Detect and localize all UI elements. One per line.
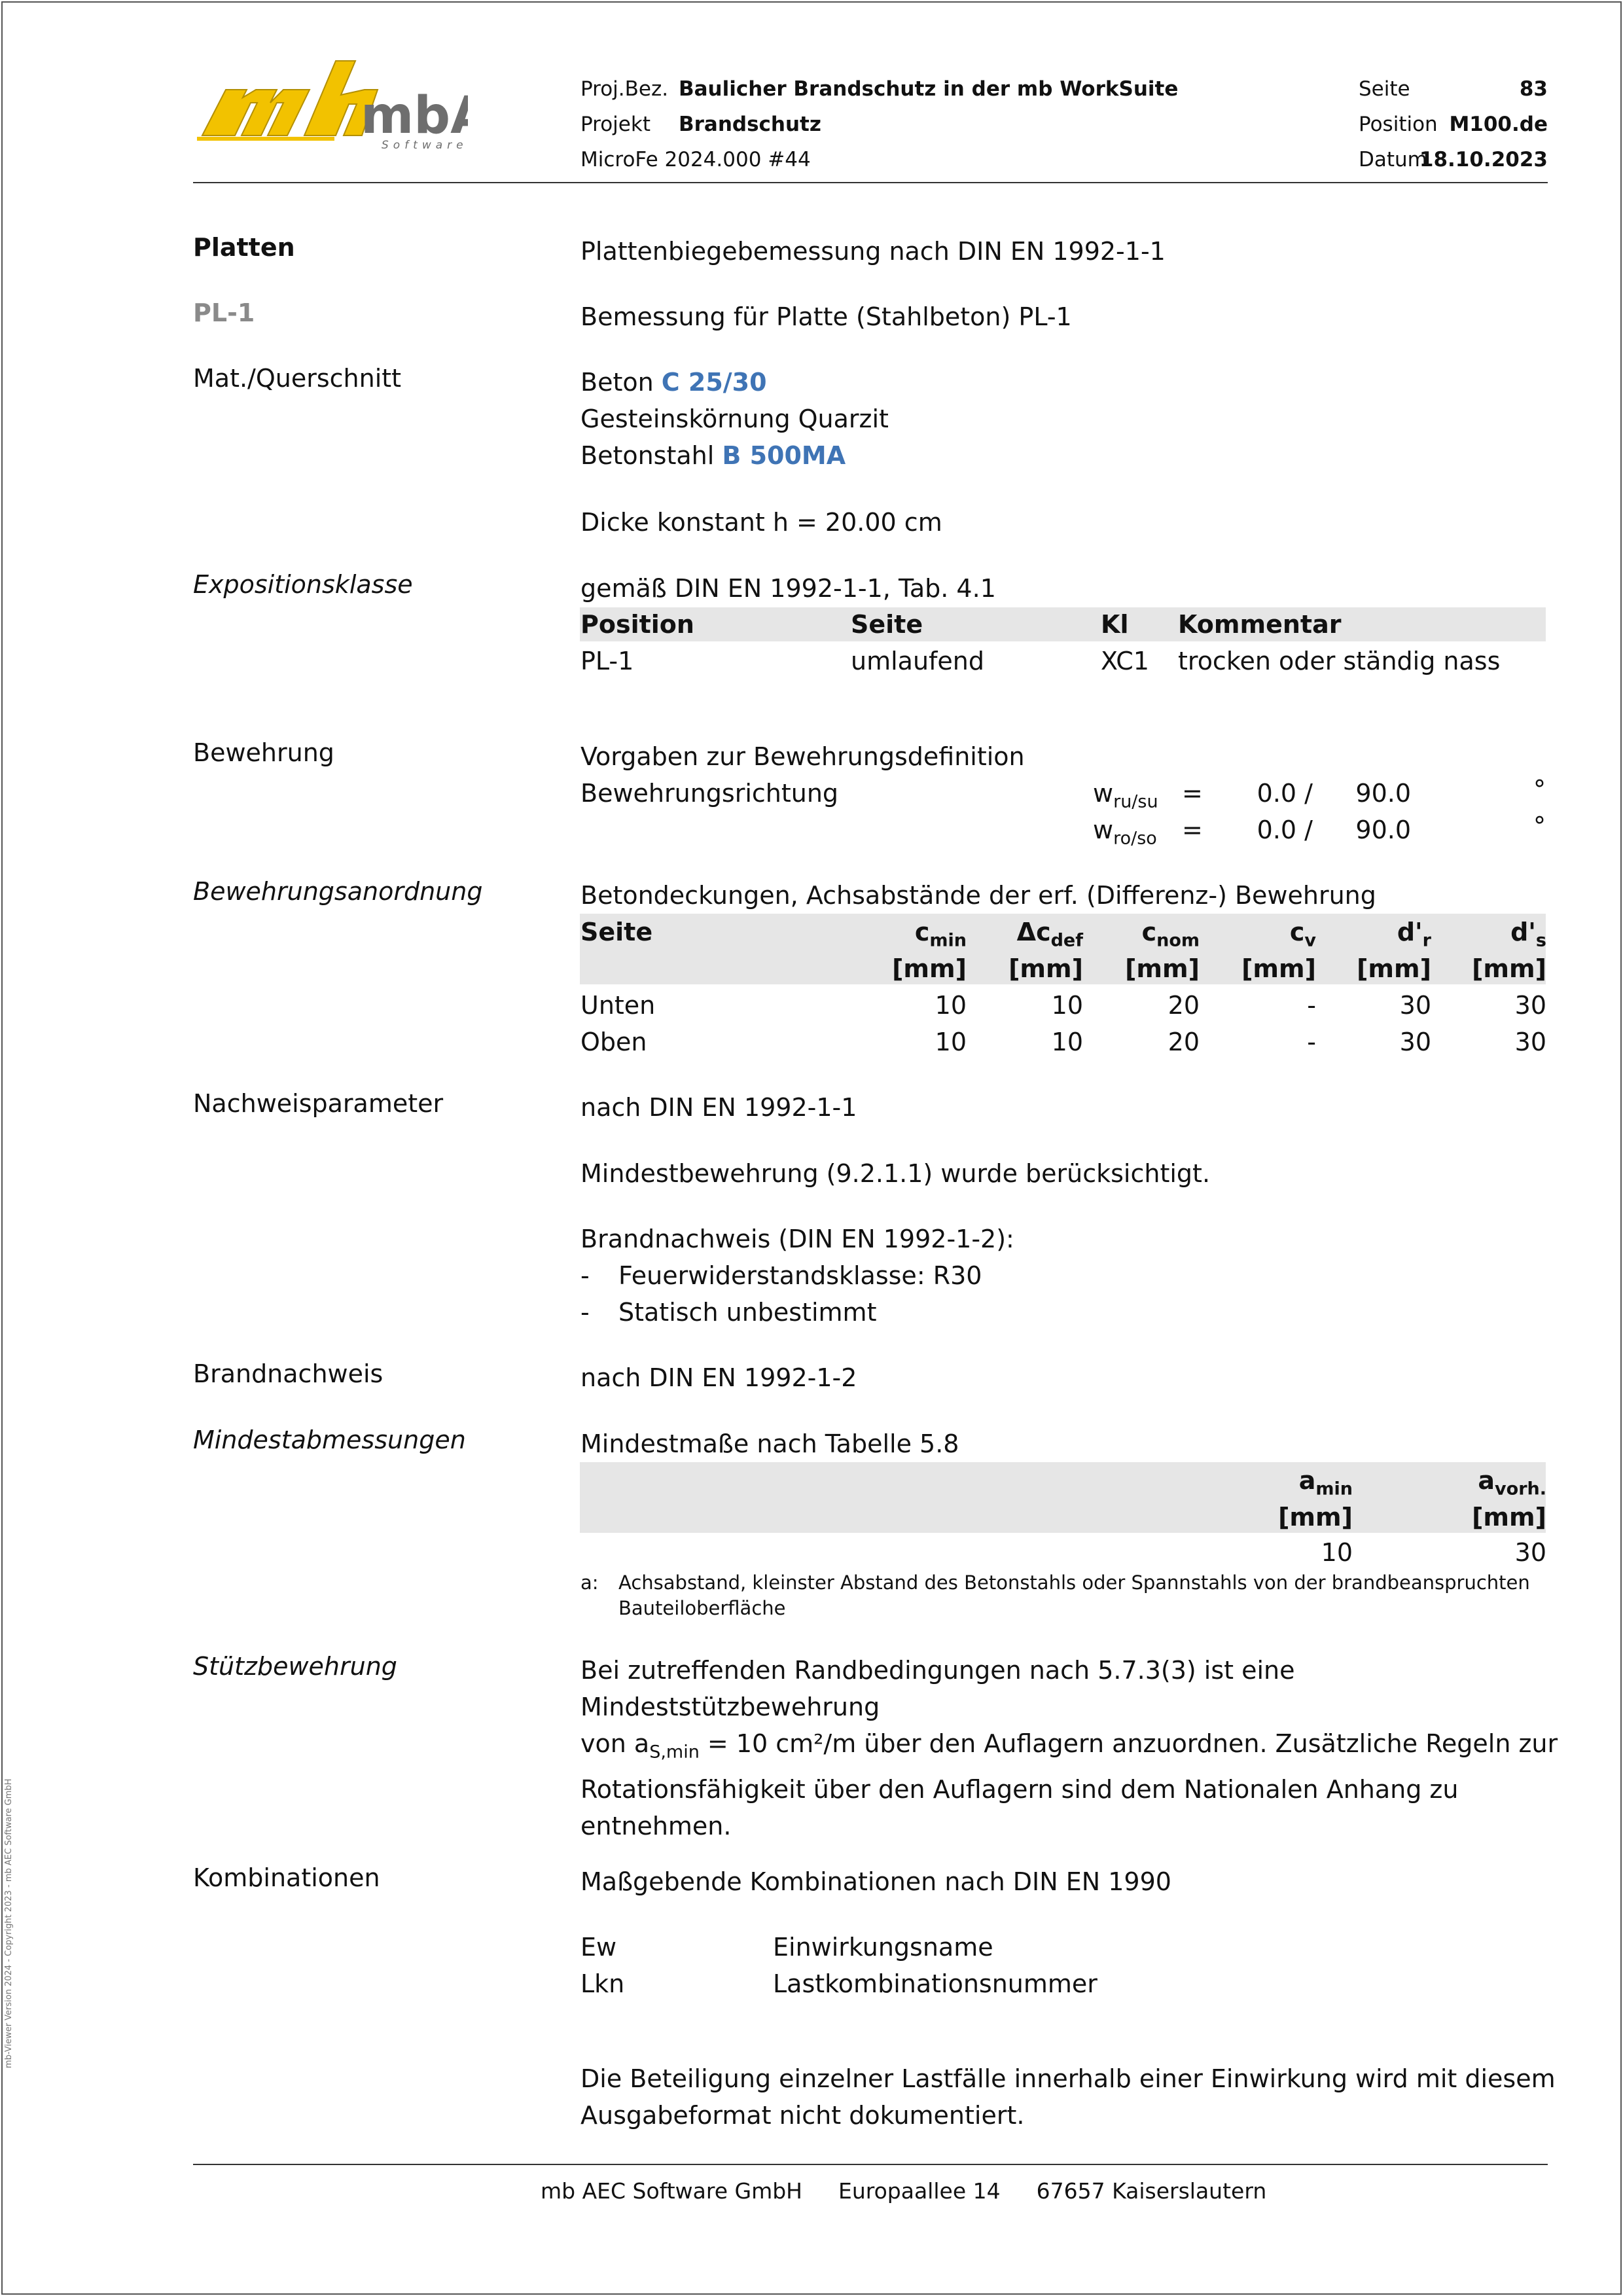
- unit-cnom: [mm]: [1125, 954, 1200, 983]
- projbez-label: Proj.Bez.: [580, 77, 669, 101]
- mindest-table-header: [580, 1462, 1546, 1533]
- row-oben-cnom: 20: [1168, 1028, 1200, 1056]
- row-oben-dcdef: 10: [1051, 1028, 1083, 1056]
- platten-text: Plattenbiegebemessung nach DIN EN 1992-1-1: [580, 237, 1166, 266]
- unit-avorh: [mm]: [1472, 1503, 1546, 1532]
- beton-class: C 25/30: [661, 368, 767, 397]
- projbez-value: Baulicher Brandschutz in der mb WorkSuite: [679, 77, 1179, 101]
- w-ro-so-value-b: 90.0: [1355, 816, 1411, 844]
- row-unten-dr: 30: [1399, 991, 1431, 1020]
- header-dr: $d'_r$: [1397, 918, 1431, 951]
- svg-text:Software: Software: [382, 139, 468, 152]
- value-amin: 10: [1321, 1538, 1353, 1567]
- stahl-prefix: Betonstahl: [580, 441, 722, 470]
- footnote-key: a:: [580, 1571, 599, 1594]
- unit-dr: [mm]: [1357, 954, 1431, 983]
- projekt-value: Brandschutz: [679, 113, 821, 136]
- section-label-mindest: Mindestabmessungen: [193, 1426, 466, 1454]
- header-cv: $c_v$: [1289, 918, 1316, 951]
- kombi-text: Maßgebende Kombinationen nach DIN EN 1990: [580, 1867, 1171, 1896]
- logo-graphic: [193, 56, 468, 154]
- w-ru-su-eq: =: [1182, 779, 1203, 808]
- expo-cell-seite: umlaufend: [851, 647, 984, 675]
- header-cmin: $c_{min}$: [914, 918, 967, 951]
- kombi-note: [580, 2060, 1556, 2134]
- brandnachweis-text: nach DIN EN 1992-1-2: [580, 1363, 857, 1392]
- datum-label: Datum: [1359, 148, 1427, 171]
- expo-cell-kl: XC1: [1101, 647, 1149, 675]
- row-oben-dr: 30: [1399, 1028, 1431, 1056]
- row-unten-dcdef: 10: [1051, 991, 1083, 1020]
- nachweis-line2: Mindestbewehrung (9.2.1.1) wurde berücksichtigt.: [580, 1159, 1211, 1188]
- bewehrung-line2: Bewehrungsrichtung: [580, 779, 839, 808]
- expo-header-kl: Kl: [1101, 610, 1129, 639]
- row-oben-seite: Oben: [580, 1028, 647, 1056]
- w-ru-su-value-b: 90.0: [1355, 779, 1411, 808]
- dicke: Dicke konstant h = 20.00 cm: [580, 508, 942, 537]
- position-value: M100.de: [1449, 113, 1548, 136]
- unit-delta-cdef: [mm]: [1008, 954, 1083, 983]
- seite-label: Seite: [1359, 77, 1410, 101]
- row-unten-cnom: 20: [1168, 991, 1200, 1020]
- mindest-text: Mindestmaße nach Tabelle 5.8: [580, 1429, 959, 1458]
- section-label-bewehrung: Bewehrung: [193, 738, 334, 767]
- footer-company: mb AEC Software GmbH: [541, 2178, 802, 2204]
- row-unten-ds: 30: [1514, 991, 1546, 1020]
- header-delta-cdef: $\Delta c_{def}$: [1016, 918, 1083, 951]
- footnote-line2: Bauteiloberfläche: [618, 1597, 786, 1619]
- kombi-ew-desc: Einwirkungsname: [773, 1933, 993, 1962]
- stuetz-line4: Rotationsfähigkeit über den Auflagern sind dem Nationalen Anhang zu: [580, 1774, 1459, 1804]
- kombi-note-line2: Ausgabeformat nicht dokumentiert.: [580, 2101, 1025, 2130]
- footnote-line1: Achsabstand, kleinster Abstand des Betonstahls oder Spannstahls von der brandbeanspruchten: [618, 1571, 1530, 1594]
- w-ro-so-value-a: 0.0 /: [1257, 816, 1313, 844]
- stuetz-line5: entnehmen.: [580, 1811, 732, 1840]
- exposition-table-header: [580, 607, 1546, 641]
- stahl-class: B 500MA: [722, 441, 846, 470]
- nachweis-bullet-2: - Statisch unbestimmt: [580, 1298, 877, 1327]
- w-ro-so-unit: °: [1533, 812, 1546, 840]
- projekt-label: Projekt: [580, 113, 651, 136]
- header-ds: $d'_s$: [1510, 918, 1546, 951]
- unit-ds: [mm]: [1472, 954, 1546, 983]
- nachweis-bullet-1: - Feuerwiderstandsklasse: R30: [580, 1261, 982, 1290]
- header-avorh: $a_{vorh.}$: [1478, 1466, 1546, 1499]
- w-ru-su-symbol: $w_{ru/su}$: [1093, 779, 1158, 812]
- row-oben-ds: 30: [1514, 1028, 1546, 1056]
- anordnung-header-seite: Seite: [580, 918, 653, 946]
- position-label: Position: [1359, 113, 1438, 136]
- logo-text: mb: [361, 86, 451, 145]
- unit-amin: [mm]: [1278, 1503, 1353, 1532]
- mb-aec-logo: [193, 56, 468, 154]
- footer-city: 67657 Kaiserslautern: [1036, 2178, 1267, 2204]
- bewehrung-line1: Vorgaben zur Bewehrungsdefinition: [580, 742, 1025, 771]
- bewehrung-text: [580, 738, 1025, 812]
- stuetz-line1: Bei zutreffenden Randbedingungen nach 5.7.3(3) ist eine: [580, 1656, 1295, 1685]
- exposition-text: gemäß DIN EN 1992-1-1, Tab. 4.1: [580, 574, 996, 603]
- w-ru-su-value-a: 0.0 /: [1257, 779, 1313, 808]
- section-label-platten: Platten: [193, 233, 295, 262]
- kombi-lkn: Lkn: [580, 1969, 625, 1998]
- footer: [541, 2178, 1266, 2204]
- unit-cmin: [mm]: [892, 954, 967, 983]
- kombi-lkn-desc: Lastkombinationsnummer: [773, 1969, 1097, 1998]
- row-unten-cmin: 10: [935, 991, 967, 1020]
- expo-cell-kommentar: trocken oder ständig nass: [1178, 647, 1501, 675]
- stuetz-line2: Mindeststützbewehrung: [580, 1693, 880, 1721]
- row-oben-cv: -: [1307, 1028, 1316, 1056]
- row-oben-cmin: 10: [935, 1028, 967, 1056]
- copyright-sidebar: mb-Viewer Version 2024 - Copyright 2023 - mb AEC Software GmbH: [4, 1778, 14, 2068]
- nachweis-line1: nach DIN EN 1992-1-1: [580, 1093, 857, 1122]
- stuetz-text: [580, 1652, 1558, 1844]
- section-label-stuetz: Stützbewehrung: [193, 1652, 397, 1681]
- section-label-nachweis: Nachweisparameter: [193, 1089, 444, 1118]
- row-unten-seite: Unten: [580, 991, 656, 1020]
- header-meta-values: [1407, 71, 1548, 177]
- unit-cv: [mm]: [1241, 954, 1316, 983]
- datum-value: 18.10.2023: [1419, 148, 1548, 171]
- anordnung-text: Betondeckungen, Achsabstände der erf. (Differenz-) Bewehrung: [580, 881, 1376, 910]
- stuetz-line3: von $a_{S,min} = 10$ cm²/m über den Auflagern anzuordnen. Zusätzliche Regeln zur: [580, 1729, 1558, 1763]
- section-label-material: Mat./Querschnitt: [193, 364, 402, 393]
- footer-street: Europaallee 14: [838, 2178, 1001, 2204]
- expo-cell-position: PL-1: [580, 647, 634, 675]
- value-avorh: 30: [1514, 1538, 1546, 1567]
- material-block: [580, 364, 942, 541]
- gesteinskoernung: Gesteinskörnung Quarzit: [580, 404, 889, 433]
- header-cnom: $c_{nom}$: [1141, 918, 1200, 951]
- seite-value: 83: [1519, 77, 1548, 101]
- nachweis-line3: Brandnachweis (DIN EN 1992-1-2):: [580, 1225, 1014, 1253]
- kombi-note-line1: Die Beteiligung einzelner Lastfälle innerhalb einer Einwirkung wird mit diesem: [580, 2064, 1556, 2093]
- expo-header-kommentar: Kommentar: [1178, 610, 1342, 639]
- beton-prefix: Beton: [580, 368, 662, 397]
- header-values: [679, 71, 1178, 142]
- header-amin: $a_{min}$: [1298, 1466, 1353, 1499]
- section-label-pl1: PL-1: [193, 298, 255, 327]
- w-ro-so-symbol: $w_{ro/so}$: [1093, 816, 1157, 849]
- kombi-ew: Ew: [580, 1933, 617, 1962]
- section-label-anordnung: Bewehrungsanordnung: [193, 877, 483, 906]
- row-unten-cv: -: [1307, 991, 1316, 1020]
- w-ru-su-unit: °: [1533, 775, 1546, 804]
- section-label-kombi: Kombinationen: [193, 1863, 380, 1892]
- section-label-exposition: Expositionsklasse: [193, 570, 413, 599]
- microfe-version: MicroFe 2024.000 #44: [580, 148, 811, 171]
- header-rule: [193, 182, 1548, 183]
- w-ro-so-eq: =: [1182, 816, 1203, 844]
- section-label-brandnachweis: Brandnachweis: [193, 1359, 383, 1388]
- pl1-text: Bemessung für Platte (Stahlbeton) PL-1: [580, 302, 1072, 331]
- footer-rule: [193, 2164, 1548, 2165]
- expo-header-seite: Seite: [851, 610, 923, 639]
- expo-header-position: Position: [580, 610, 694, 639]
